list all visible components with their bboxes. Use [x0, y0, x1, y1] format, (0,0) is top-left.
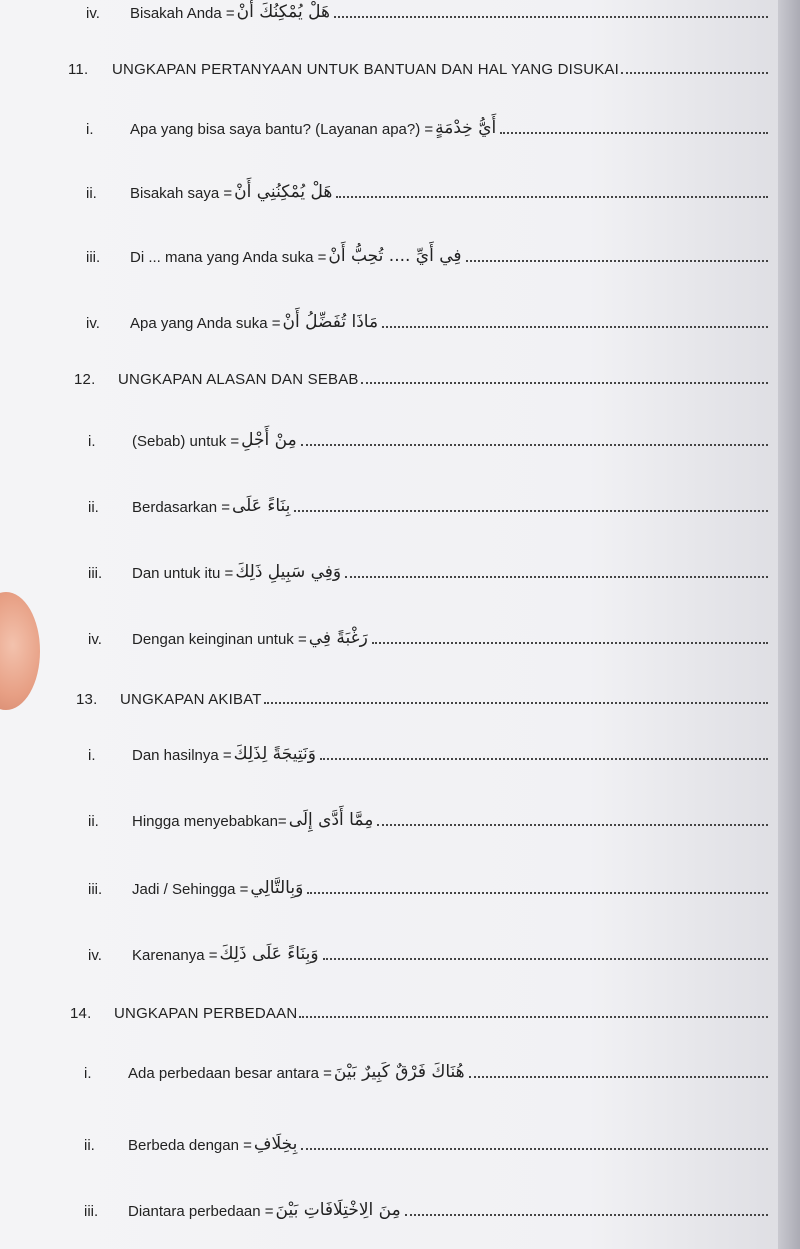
- item-12-iii: [0, 552, 768, 582]
- item-label: Karenanya =: [132, 947, 218, 964]
- fill-line: [466, 259, 768, 262]
- item-label: Diantara perbedaan =: [128, 1203, 274, 1220]
- arabic-phrase: مِنْ أَجْلِ: [241, 430, 297, 450]
- section-number: 14.: [70, 1005, 92, 1022]
- arabic-phrase: وَنَتِيجَةً لِذَلِكَ: [233, 744, 316, 764]
- section-number: 12.: [74, 371, 96, 388]
- item-number: iv.: [88, 631, 102, 648]
- item-number: ii.: [88, 499, 99, 516]
- item-number: iv.: [86, 5, 100, 22]
- fill-line: [382, 325, 768, 328]
- item-number: i.: [88, 433, 96, 450]
- section-heading-11: [0, 48, 768, 78]
- arabic-phrase: هَلْ يُمْكِنُنِي أَنْ: [234, 182, 333, 202]
- item-14-i: [0, 1052, 768, 1082]
- item-11-iv: [0, 302, 768, 332]
- item-label: Apa yang bisa saya bantu? (Layanan apa?) =: [130, 121, 434, 138]
- section-heading-14: [0, 992, 768, 1022]
- item-11-i: [0, 108, 768, 138]
- fill-line: [294, 509, 768, 512]
- arabic-phrase: وَبِنَاءً عَلَى ذَلِكَ: [219, 944, 319, 964]
- section-number: 11.: [68, 61, 89, 78]
- item-11-ii: [0, 172, 768, 202]
- fill-line: [500, 131, 768, 134]
- fill-line: [299, 1015, 768, 1018]
- item-number: iii.: [88, 565, 103, 582]
- arabic-phrase: وَبِالتَّالِي: [250, 878, 304, 898]
- item-11-iv-prev: [0, 0, 768, 22]
- arabic-phrase: مِنَ الِاخْتِلَافَاتِ بَيْنَ: [275, 1200, 401, 1220]
- item-13-iii: [0, 868, 768, 898]
- item-14-ii: [0, 1124, 768, 1154]
- page-edge-shadow: [778, 0, 800, 1249]
- arabic-phrase: هَلْ يُمْكِنُكَ أَنْ: [236, 2, 330, 22]
- item-12-iv: [0, 618, 768, 648]
- fill-line: [372, 641, 768, 644]
- fill-line: [361, 381, 768, 384]
- item-13-ii: [0, 800, 768, 830]
- fill-line: [301, 443, 768, 446]
- item-number: iii.: [84, 1203, 99, 1220]
- fill-line: [345, 575, 768, 578]
- item-13-iv: [0, 934, 768, 964]
- arabic-phrase: أَيُّ خِدْمَةٍ: [435, 118, 497, 138]
- item-label: Bisakah saya =: [130, 185, 233, 202]
- section-number: 13.: [76, 691, 98, 708]
- item-label: Apa yang Anda suka =: [130, 315, 281, 332]
- item-label: Di ... mana yang Anda suka =: [130, 249, 327, 266]
- item-number: i.: [84, 1065, 92, 1082]
- fill-line: [336, 195, 768, 198]
- item-label: Dan untuk itu =: [132, 565, 234, 582]
- item-number: ii.: [88, 813, 99, 830]
- section-heading-13: [0, 678, 768, 708]
- item-11-iii: [0, 236, 768, 266]
- item-13-i: [0, 734, 768, 764]
- fill-line: [320, 757, 768, 760]
- fill-line: [301, 1147, 768, 1150]
- fill-line: [377, 823, 768, 826]
- arabic-phrase: وَفِي سَبِيلِ ذَلِكَ: [235, 562, 342, 582]
- fill-line: [264, 701, 768, 704]
- arabic-phrase: فِي أَيِّ .... تُحِبُّ أَنْ: [328, 246, 462, 266]
- section-heading-12: [0, 358, 768, 388]
- item-label: Dan hasilnya =: [132, 747, 232, 764]
- item-label: Berbeda dengan =: [128, 1137, 252, 1154]
- item-number: ii.: [86, 185, 97, 202]
- item-number: iv.: [86, 315, 100, 332]
- arabic-phrase: مَاذَا تُفَضِّلُ أَنْ: [282, 312, 379, 332]
- fill-line: [323, 957, 768, 960]
- item-number: i.: [86, 121, 94, 138]
- item-number: iii.: [86, 249, 101, 266]
- arabic-phrase: مِمَّا أَدَّى إِلَى: [288, 810, 374, 830]
- arabic-phrase: هُنَاكَ فَرْقٌ كَبِيرٌ بَيْنَ: [333, 1062, 465, 1082]
- arabic-phrase: بِخِلَافِ: [253, 1134, 298, 1154]
- item-label: (Sebab) untuk =: [132, 433, 240, 450]
- arabic-phrase: رَغْبَةً فِي: [308, 628, 368, 648]
- fill-line: [469, 1075, 768, 1078]
- item-12-ii: [0, 486, 768, 516]
- section-title: UNGKAPAN AKIBAT: [120, 691, 262, 708]
- item-label: Dengan keinginan untuk =: [132, 631, 307, 648]
- section-title: UNGKAPAN PERTANYAAN UNTUK BANTUAN DAN HAL YANG DISUKAI: [112, 61, 620, 78]
- section-title: UNGKAPAN ALASAN DAN SEBAB: [118, 371, 359, 388]
- fill-line: [621, 71, 768, 74]
- item-12-i: [0, 420, 768, 450]
- arabic-phrase: بِنَاءً عَلَى: [231, 496, 291, 516]
- fill-line: [307, 891, 768, 894]
- fill-line: [334, 15, 768, 18]
- item-label: Jadi / Sehingga =: [132, 881, 249, 898]
- item-label: Bisakah Anda =: [130, 5, 235, 22]
- item-label: Berdasarkan =: [132, 499, 230, 516]
- fill-line: [405, 1213, 768, 1216]
- item-label: Hingga menyebabkan=: [132, 813, 287, 830]
- item-number: ii.: [84, 1137, 95, 1154]
- section-title: UNGKAPAN PERBEDAAN: [114, 1005, 298, 1022]
- item-number: i.: [88, 747, 96, 764]
- item-number: iv.: [88, 947, 102, 964]
- item-14-iii: [0, 1190, 768, 1220]
- item-number: iii.: [88, 881, 103, 898]
- item-label: Ada perbedaan besar antara =: [128, 1065, 332, 1082]
